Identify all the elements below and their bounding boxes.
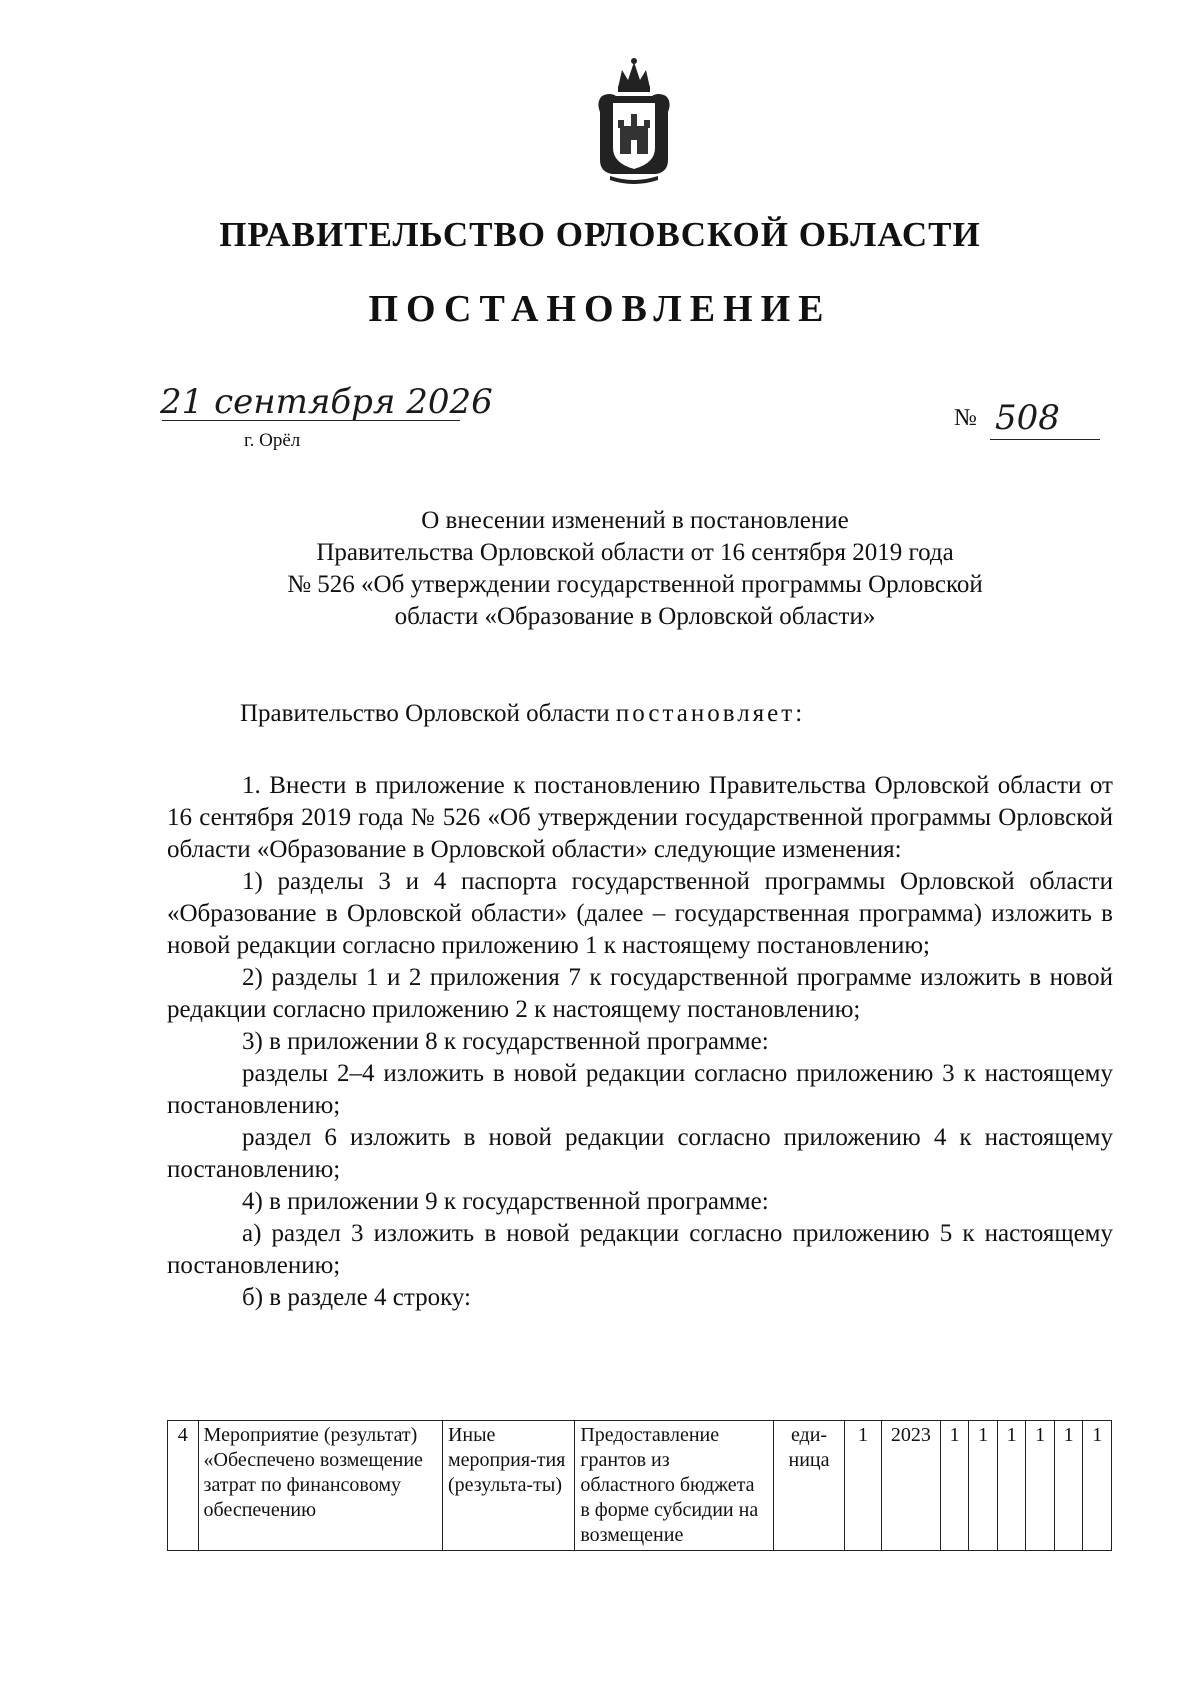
cell-number: 4 — [168, 1421, 199, 1551]
number-label: № — [954, 405, 977, 431]
date-handwritten: 21 сентября 2026 — [160, 382, 493, 422]
preamble-decree-word: постановляет: — [615, 700, 806, 727]
body-paragraph: раздел 6 изложить в новой редакции согласно приложению 4 к настоящему постановлению; — [167, 1124, 1113, 1183]
cell-value: 1 — [1083, 1421, 1112, 1551]
document-body — [167, 770, 1113, 1314]
body-paragraph: 4) в приложении 9 к государственной программе: — [242, 1188, 769, 1215]
program-table-row — [167, 1420, 1112, 1551]
number-underline — [990, 439, 1100, 440]
subject-line: области «Образование в Орловской области» — [394, 603, 876, 630]
cell-year: 2023 — [881, 1421, 940, 1551]
date-underline — [162, 420, 460, 421]
body-paragraph: 1. Внести в приложение к постановлению Правительства Орловской области от 16 сентября 2019 года № 526 «Об утверждении государственной программы Орловской области «Образование в Орловской области» следующие изменения: — [167, 772, 1113, 863]
cell-value: 1 — [997, 1421, 1026, 1551]
preamble-text: Правительство Орловской области — [240, 700, 616, 727]
body-paragraph: 2) разделы 1 и 2 приложения 7 к государственной программе изложить в новой редакции согласно приложению 2 к настоящему постановлению; — [167, 964, 1113, 1023]
cell-value: 1 — [1054, 1421, 1083, 1551]
subject-line: О внесении изменений в постановление — [421, 507, 849, 534]
body-paragraph: 1) разделы 3 и 4 паспорта государственной программы Орловской области «Образование в Орловской области» (далее – государственная программа) изложить в новой редакции согласно приложению 1 к настоящему постановлению; — [167, 868, 1113, 959]
cell-name: Мероприятие (результат) «Обеспечено возмещение затрат по финансовому обеспечению — [198, 1421, 442, 1551]
body-paragraph: а) раздел 3 изложить в новой редакции согласно приложению 5 к настоящему постановлению; — [167, 1220, 1113, 1279]
subject-line: № 526 «Об утверждении государственной программы Орловской — [287, 571, 983, 598]
coat-of-arms-icon — [588, 56, 680, 186]
body-paragraph: разделы 2–4 изложить в новой редакции согласно приложению 3 к настоящему постановлению; — [167, 1060, 1113, 1119]
table-row — [168, 1421, 1112, 1551]
body-paragraph: б) в разделе 4 строку: — [242, 1284, 471, 1311]
body-paragraph: 3) в приложении 8 к государственной программе: — [242, 1028, 769, 1055]
cell-value: 1 — [940, 1421, 969, 1551]
cell-value: 1 — [969, 1421, 998, 1551]
city: г. Орёл — [244, 430, 301, 451]
cell-description: Предоставление грантов из областного бюджета в форме субсидии на возмещение — [575, 1421, 774, 1551]
cell-value: 1 — [1026, 1421, 1055, 1551]
cell-unit: еди-ница — [773, 1421, 844, 1551]
document-subject — [160, 505, 1110, 633]
number-handwritten: 508 — [995, 398, 1060, 438]
preamble — [240, 700, 805, 728]
cell-base-value: 1 — [845, 1421, 882, 1551]
cell-type: Иные мероприя-тия (результа-ты) — [442, 1421, 574, 1551]
government-title: ПРАВИТЕЛЬСТВО ОРЛОВСКОЙ ОБЛАСТИ — [219, 215, 981, 254]
document-type: ПОСТАНОВЛЕНИЕ — [368, 288, 832, 330]
subject-line: Правительства Орловской области от 16 сентября 2019 года — [316, 539, 954, 566]
